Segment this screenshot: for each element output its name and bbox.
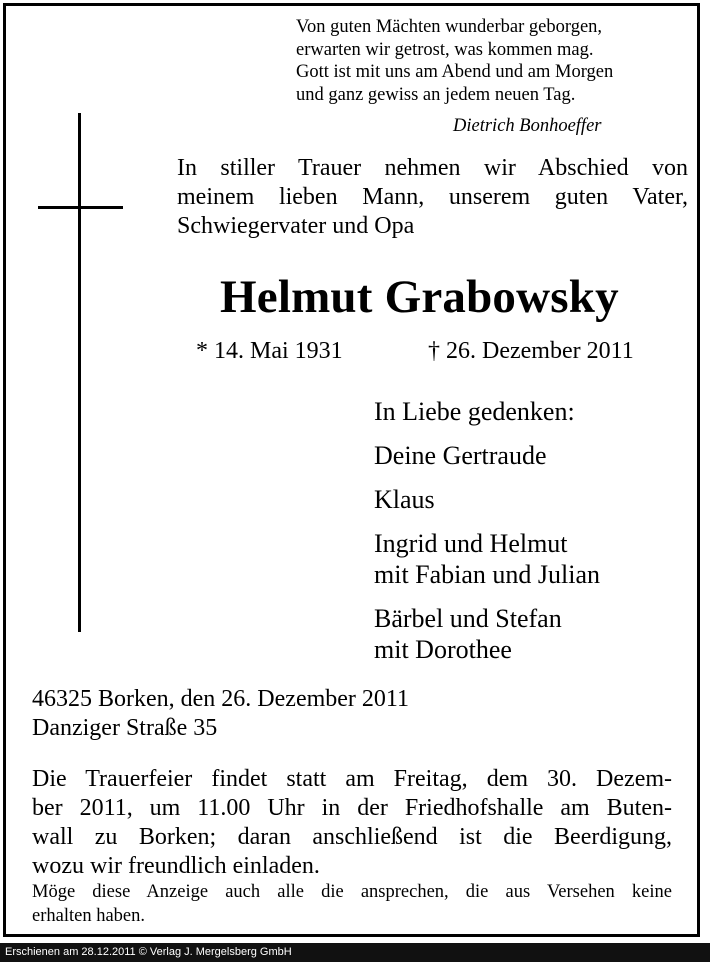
place-date: 46325 Borken, den 26. Dezember 2011 [32,686,410,712]
mourner-group [374,528,600,590]
cross-icon [78,113,81,632]
funeral-line: wall zu Borken; daran anschließend ist die Beerdigung, [32,824,672,850]
intro-text [177,154,688,241]
mourners-list [374,396,600,678]
birth-date: * 14. Mai 1931 [196,338,343,364]
funeral-line: wozu wir freundlich einladen. [32,853,320,879]
death-date: † 26. Dezember 2011 [428,338,634,364]
poem-author: Dietrich Bonhoeffer [453,116,602,136]
funeral-line: ber 2011, um 11.00 Uhr in der Friedhofshalle am Buten- [32,795,672,821]
mourner-name: Deine Gertraude [374,441,547,470]
mourner-name: mit Fabian und Julian [374,560,601,589]
poem-line: erwarten wir getrost, was kommen mag. [296,39,594,60]
deceased-name: Helmut Grabowsky [220,271,619,323]
cross-icon-bar [38,206,123,209]
notice-note [32,880,672,928]
poem [296,16,613,106]
poem-line: und ganz gewiss an jedem neuen Tag. [296,84,576,105]
mourner-name: Bärbel und Stefan [374,604,562,633]
intro-line: Schwiegervater und Opa [177,213,415,239]
mourner-group [374,440,600,471]
intro-line: meinem lieben Mann, unserem guten Vater, [177,184,688,210]
mourner-name: mit Dorothee [374,635,512,664]
address-block [32,685,409,743]
poem-line: Gott ist mit uns am Abend und am Morgen [296,62,614,82]
mourner-name: Klaus [374,485,435,514]
funeral-info [32,765,672,881]
poem-line: Von guten Mächten wunderbar geborgen, [296,17,603,37]
mourners-heading: In Liebe gedenken: [374,397,575,426]
funeral-line: Die Trauerfeier findet statt am Freitag, dem 30. Dezem- [32,766,672,792]
mourner-name: Ingrid und Helmut [374,529,568,558]
intro-line: In stiller Trauer nehmen wir Abschied von [177,155,688,181]
note-line: Möge diese Anzeige auch alle die ansprechen, die aus Versehen keine [32,882,672,902]
mourner-group [374,603,600,665]
street-address: Danziger Straße 35 [32,715,218,741]
mourner-group [374,484,600,515]
note-line: erhalten haben. [32,906,145,926]
publisher-footer: Erschienen am 28.12.2011 © Verlag J. Mergelsberg GmbH [0,943,710,962]
